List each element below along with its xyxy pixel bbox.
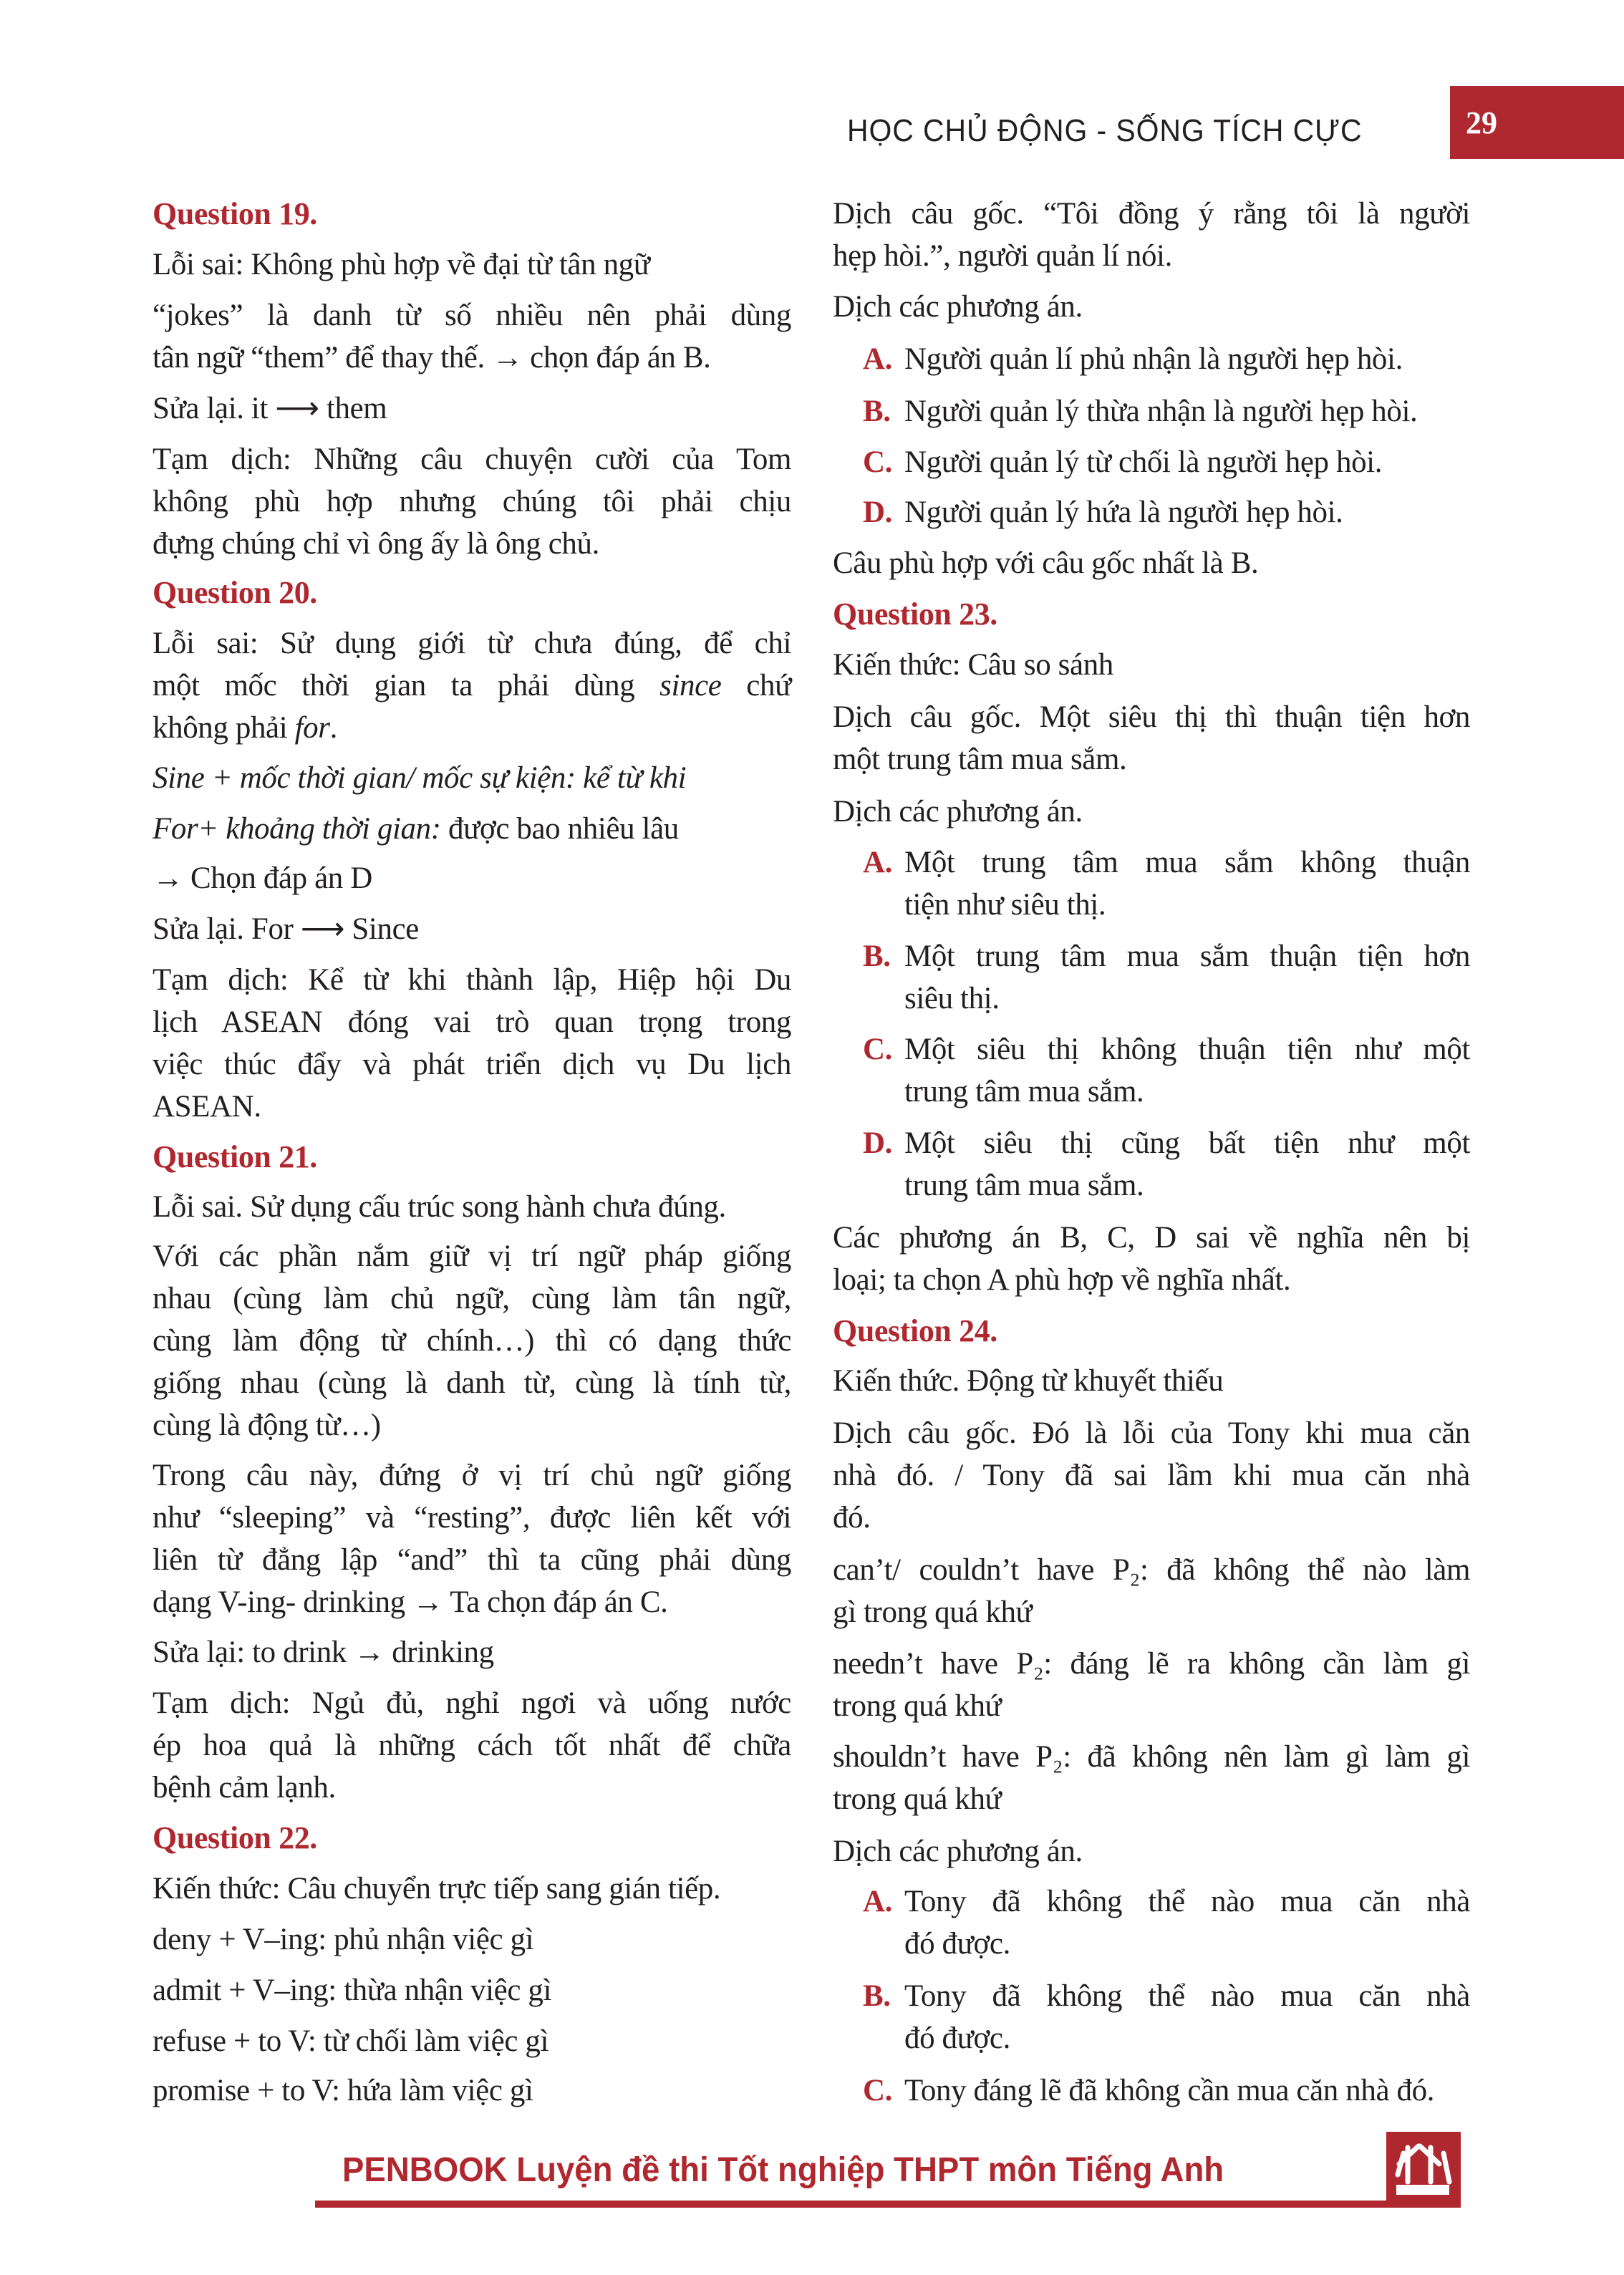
paragraph — [833, 1830, 1470, 1873]
paragraph — [153, 387, 791, 430]
text-line: Dịch câu gốc. Một siêu thị thì thuận tiện hơn — [833, 700, 1470, 734]
text-line: Câu phù hợp với câu gốc nhất là B. — [833, 546, 1259, 580]
paragraph — [153, 1631, 791, 1673]
text-line: nhau (cùng làm chủ ngữ, cùng làm tân ngữ, — [153, 1282, 791, 1315]
text-line: Người quản lý thừa nhận là người hẹp hòi. — [904, 395, 1418, 428]
option-text — [904, 390, 1470, 433]
paragraph — [833, 644, 1470, 686]
text-line: đó được. — [904, 1927, 1010, 1961]
option-text — [904, 935, 1470, 1020]
text-line: một mốc thời gian ta phải dùng since chứ — [153, 669, 791, 702]
option-text — [904, 1028, 1470, 1113]
text-line: Dịch câu gốc. Đó là lỗi của Tony khi mua căn — [833, 1416, 1470, 1450]
answer-option — [863, 1122, 1470, 1207]
paragraph — [153, 908, 791, 950]
text-line: Một trung tâm mua sắm không thuận — [904, 846, 1470, 879]
text-line: ép hoa quả là những cách tốt nhất để chữa — [153, 1729, 791, 1762]
text-line: ASEAN. — [153, 1090, 261, 1124]
text-line: Question 22. — [153, 1820, 317, 1855]
paragraph — [153, 1918, 791, 1961]
text-line: liên từ đẳng lập “and” thì ta cũng phải dùng — [153, 1543, 791, 1577]
footer-rule — [315, 2201, 1461, 2208]
paragraph — [153, 1868, 791, 1910]
answer-option — [863, 441, 1470, 483]
paragraph — [833, 542, 1470, 584]
text-line: can’t/ couldn’t have P₂: đã không thể nào làm — [833, 1553, 1470, 1587]
option-label: B. — [863, 1979, 891, 2013]
text-line: Một siêu thị không thuận tiện như một — [904, 1033, 1470, 1066]
text-line: deny + V–ing: phủ nhận việc gì — [153, 1923, 534, 1956]
text-line: đó được. — [904, 2022, 1010, 2055]
answer-option — [863, 390, 1470, 433]
paragraph — [833, 1549, 1470, 1633]
paragraph — [833, 1360, 1470, 1402]
text-line: nhà đó. / Tony đã sai lầm khi mua căn nhà — [833, 1459, 1470, 1492]
paragraph — [833, 286, 1470, 328]
page-number: 29 — [1466, 105, 1497, 140]
option-text — [904, 441, 1470, 483]
text-line: không phù hợp nhưng chúng tôi phải chịu — [153, 485, 791, 518]
answer-option — [863, 338, 1470, 380]
text-line: Người quản lý từ chối là người hẹp hòi. — [904, 445, 1383, 479]
text-line: Trong câu này, đứng ở vị trí chủ ngữ giống — [153, 1459, 791, 1492]
text-line: Lỗi sai: Không phù hợp về đại từ tân ngữ — [153, 248, 650, 281]
text-line: hẹp hòi.”, người quản lí nói. — [833, 239, 1172, 273]
people-logo-icon — [1386, 2132, 1461, 2208]
answer-option — [863, 491, 1470, 533]
italic-term: For+ khoảng thời gian: — [153, 812, 441, 846]
text-line: Một trung tâm mua sắm thuận tiện hơn — [904, 940, 1470, 973]
text-line: Sửa lại: to drink → drinking — [153, 1636, 494, 1669]
text-line: Người quản lí phủ nhận là người hẹp hòi. — [904, 342, 1403, 376]
text-line: Lỗi sai: Sử dụng giới từ chưa đúng, để chỉ — [153, 627, 791, 660]
italic-term: since — [659, 669, 722, 702]
text-line: Tạm dịch: Những câu chuyện cười của Tom — [153, 443, 791, 476]
paragraph — [153, 2020, 791, 2062]
text-line: không phải for. — [153, 711, 337, 745]
footer-title: PENBOOK Luyện đề thi Tốt nghiệp THPT môn Tiếng Anh — [342, 2151, 1224, 2189]
text-line: Dịch các phương án. — [833, 1835, 1083, 1868]
answer-option — [863, 1880, 1470, 1965]
text-line: gì trong quá khứ — [833, 1595, 1033, 1629]
option-text — [904, 2069, 1470, 2112]
option-text — [904, 1975, 1470, 2059]
option-label: D. — [863, 1126, 893, 1160]
option-label: A. — [863, 846, 893, 879]
answer-option — [863, 1975, 1470, 2059]
text-line: Dịch câu gốc. “Tôi đồng ý rằng tôi là người — [833, 197, 1470, 231]
paragraph — [153, 1235, 791, 1446]
paragraph — [153, 2069, 791, 2112]
text-line: Tạm dịch: Kể từ khi thành lập, Hiệp hội Du — [153, 963, 791, 997]
text-line: bệnh cảm lạnh. — [153, 1771, 336, 1805]
text-line — [153, 757, 791, 799]
text-line: Lỗi sai. Sử dụng cấu trúc song hành chưa đúng. — [153, 1190, 726, 1224]
text-line: Tony đã không thể nào mua căn nhà — [904, 1979, 1470, 2013]
text-line: For+ khoảng thời gian: được bao nhiêu lâu — [153, 812, 679, 846]
text-line: trung tâm mua sắm. — [904, 1169, 1144, 1202]
text-line: Question 24. — [833, 1313, 997, 1348]
answer-option — [863, 1028, 1470, 1113]
text-line: trung tâm mua sắm. — [904, 1075, 1144, 1108]
paragraph — [153, 1682, 791, 1809]
text-line: một trung tâm mua sắm. — [833, 743, 1127, 776]
text-line: Question 20. — [153, 575, 317, 610]
text-line: trong quá khứ — [833, 1782, 1002, 1816]
option-text — [904, 491, 1470, 533]
option-label: C. — [863, 2074, 893, 2107]
text-line: Kiến thức: Câu so sánh — [833, 648, 1113, 682]
question-heading — [153, 193, 791, 235]
text-line: đựng chúng chỉ vì ông ấy là ông chủ. — [153, 527, 599, 561]
text-line: promise + to V: hứa làm việc gì — [153, 2074, 533, 2107]
text-line: việc thúc đẩy và phát triển dịch vụ Du lịch — [153, 1048, 791, 1081]
text-line: tân ngữ “them” để thay thế. → chọn đáp án B. — [153, 341, 711, 375]
italic-term: for — [294, 711, 330, 745]
text-line: cùng làm động từ chính…) thì có dạng thức — [153, 1324, 791, 1358]
paragraph — [833, 193, 1470, 277]
text-line: needn’t have P₂: đáng lẽ ra không cần làm gì — [833, 1647, 1470, 1681]
paragraph — [153, 757, 791, 799]
text-line: “jokes” là danh từ số nhiều nên phải dùng — [153, 299, 791, 332]
header-title: HỌC CHỦ ĐỘNG - SỐNG TÍCH CỰC — [847, 113, 1363, 148]
text-line: Question 23. — [833, 596, 997, 632]
option-text — [904, 841, 1470, 926]
text-line: như “sleeping” và “resting”, được liên kết với — [153, 1501, 791, 1535]
paragraph — [153, 243, 791, 286]
text-line: Các phương án B, C, D sai về nghĩa nên bị — [833, 1221, 1470, 1255]
paragraph — [833, 1217, 1470, 1301]
italic-term: Sine + mốc thời gian/ mốc sự kiện: kể từ khi — [153, 761, 687, 795]
answer-option — [863, 2069, 1470, 2112]
text-line: Tony đã không thể nào mua căn nhà — [904, 1885, 1470, 1918]
paragraph — [833, 791, 1470, 833]
paragraph — [153, 1969, 791, 2011]
paragraph — [153, 1454, 791, 1623]
text-line: Kiến thức: Câu chuyển trực tiếp sang gián tiếp. — [153, 1872, 721, 1906]
text-line: refuse + to V: từ chối làm việc gì — [153, 2024, 549, 2058]
option-label: B. — [863, 395, 891, 428]
text-line: Với các phần nắm giữ vị trí ngữ pháp giống — [153, 1240, 791, 1273]
text-line: siêu thị. — [904, 982, 1000, 1015]
paragraph — [833, 1412, 1470, 1539]
page-number-box — [1450, 86, 1624, 159]
text-line: tiện như siêu thị. — [904, 888, 1106, 922]
text-line: Người quản lý hứa là người hẹp hòi. — [904, 496, 1343, 529]
paragraph — [833, 1736, 1470, 1820]
paragraph — [153, 1186, 791, 1228]
text-line: cùng là động từ…) — [153, 1409, 381, 1442]
text-line: admit + V–ing: thừa nhận việc gì — [153, 1974, 552, 2007]
question-heading — [153, 1817, 791, 1859]
option-label: D. — [863, 496, 893, 529]
option-label: B. — [863, 940, 891, 973]
paragraph — [153, 622, 791, 749]
option-text — [904, 338, 1470, 380]
text-line: giống nhau (cùng là danh từ, cùng là tính từ, — [153, 1366, 791, 1400]
option-label: A. — [863, 1885, 893, 1918]
answer-option — [863, 935, 1470, 1020]
text-line: Sửa lại. it ⟶ them — [153, 392, 387, 425]
option-text — [904, 1880, 1470, 1965]
text-line: đó. — [833, 1501, 871, 1535]
publisher-logo — [1386, 2132, 1461, 2208]
text-line: → Chọn đáp án D — [153, 861, 372, 895]
text-line: trong quá khứ — [833, 1689, 1002, 1723]
text-line: lịch ASEAN đóng vai trò quan trọng trong — [153, 1005, 791, 1039]
answer-option — [863, 841, 1470, 926]
option-label: C. — [863, 445, 893, 479]
paragraph — [833, 1643, 1470, 1727]
text-line: Question 19. — [153, 196, 317, 231]
text-line: Question 21. — [153, 1139, 317, 1174]
text-line: Kiến thức. Động từ khuyết thiếu — [833, 1364, 1224, 1398]
option-label: C. — [863, 1033, 893, 1066]
paragraph — [153, 959, 791, 1128]
text-line: Tạm dịch: Ngủ đủ, nghỉ ngơi và uống nước — [153, 1686, 791, 1720]
text-line: Dịch các phương án. — [833, 795, 1083, 829]
text-line: Một siêu thị cũng bất tiện như một — [904, 1126, 1470, 1160]
text-line: Sửa lại. For ⟶ Since — [153, 912, 419, 946]
text-line: loại; ta chọn A phù hợp về nghĩa nhất. — [833, 1263, 1291, 1297]
text-line: Dịch các phương án. — [833, 290, 1083, 324]
text-line: Tony đáng lẽ đã không cần mua căn nhà đó. — [904, 2074, 1435, 2107]
question-heading — [153, 1136, 791, 1178]
option-label: A. — [863, 342, 893, 376]
question-heading — [153, 571, 791, 614]
question-heading — [833, 1310, 1470, 1352]
option-text — [904, 1122, 1470, 1207]
text-line: shouldn’t have P₂: đã không nên làm gì làm gì — [833, 1740, 1470, 1774]
paragraph — [153, 857, 791, 899]
paragraph — [833, 696, 1470, 781]
paragraph — [153, 294, 791, 379]
paragraph — [153, 808, 791, 850]
text-line: dạng V-ing- drinking → Ta chọn đáp án C. — [153, 1585, 668, 1619]
question-heading — [833, 593, 1470, 635]
paragraph — [153, 438, 791, 565]
